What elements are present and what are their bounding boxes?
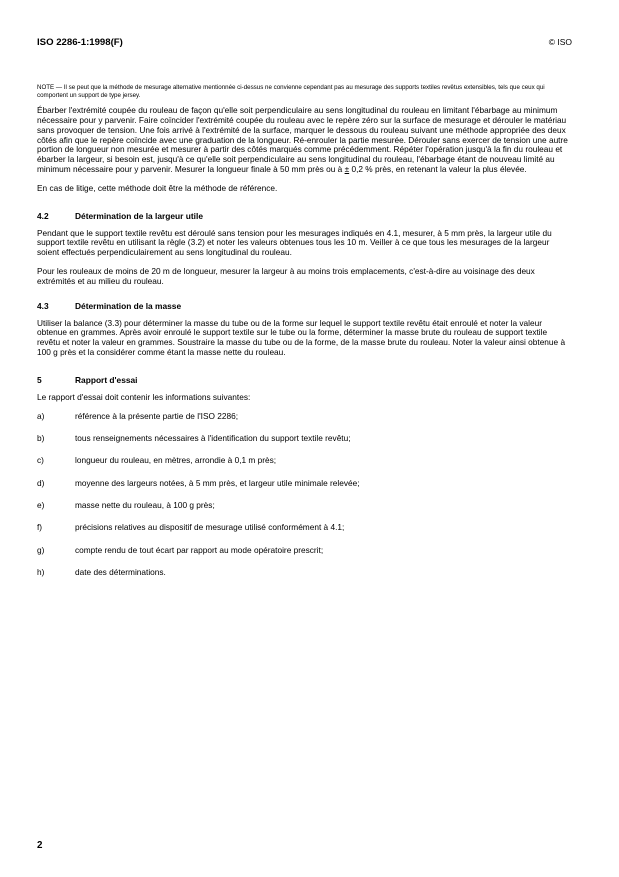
list-item: e) masse nette du rouleau, à 100 g près; <box>37 500 215 511</box>
section-4-2-paragraph-2: Pour les rouleaux de moins de 20 m de longueur, mesurer la largeur à au moins trois emplacements, c'est-à-dire au voisinage des deux extrémités et au milieu du rouleau. <box>37 265 535 286</box>
list-item: c) longueur du rouleau, en mètres, arrondie à 0,1 m près; <box>37 455 277 466</box>
document-page <box>37 0 572 877</box>
list-item: a) référence à la présente partie de l'ISO 2286; <box>37 410 239 421</box>
page-content <box>37 84 572 591</box>
list-item: f) précisions relatives au dispositif de mesurage utilisé conformément à 4.1; <box>37 522 345 533</box>
section-5-heading: 5 Rapport d'essai <box>37 374 138 385</box>
section-4-2-heading: 4.2 Détermination de la largeur utile <box>37 210 203 221</box>
note: NOTE — Il se peut que la méthode de mesurage alternative mentionnée ci-dessus ne convienne cependant pas au mesurage des supports textiles revêtus extensibles, tels que ceux qui comportent un support de type jersey. <box>37 84 545 99</box>
list-item: b) tous renseignements nécessaires à l'identification du support textile revêtu; <box>37 432 351 443</box>
list-item: g) compte rendu de tout écart par rapport au mode opératoire prescrit; <box>37 544 324 555</box>
page-number: 2 <box>37 840 43 851</box>
paragraph-trimming: Ébarber l'extrémité coupée du rouleau de façon qu'elle soit perpendiculaire au sens longitudinal du rouleau en limitant l'ébarbage au minimum nécessaire pour y parvenir. Faire coïncider l'extrémité coupée du rouleau avec le repère zéro sur la surface de mesurage et dérouler le matériau sans provoquer de tension. Une fois arrivé à l'extrémité de la surface, marquer le dessous du rouleau suivant une méthode appropriée des deux côtés afin que le repère coïncide avec une graduation de la longueur. Ré-enrouler la partie mesurée. Dérouler sans exercer de tension une autre portion de longueur non mesurée et mesurer à partir des côtés marqués comme précédemment. Répéter l'opération jusqu'à la fin du rouleau et ébarber la largeur, si besoin est, jusqu'à ce qu'elle soit perpendiculaire au sens longitudinal du rouleau, l'ébarbage étant de nouveau limité au minimum nécessaire pour y parvenir. Mesurer la longueur finale à 50 mm près ou à ± 0,2 % près, en retenant la valeur la plus élevée. <box>37 105 568 174</box>
section-4-3-paragraph: Utiliser la balance (3.3) pour déterminer la masse du tube ou de la forme sur lequel le support textile revêtu était enroulé et noter la valeur obtenue en grammes. Après avoir enroulé le support textile sur le tube ou la forme, déterminer la masse brute du rouleau de support textile revêtu et noter la valeur en grammes. Soustraire la masse du tube ou de la forme, de la masse brute du rouleau. Noter la valeur ainsi obtenue à 100 g près et la considérer comme étant la masse nette du rouleau. <box>37 317 566 357</box>
paragraph-reference-method: En cas de litige, cette méthode doit être la méthode de référence. <box>37 182 278 193</box>
standard-id: ISO 2286-1:1998(F) <box>37 37 123 48</box>
section-4-3-heading: 4.3 Détermination de la masse <box>37 300 182 311</box>
list-item: h) date des déterminations. <box>37 567 166 578</box>
copyright: © ISO <box>548 37 572 47</box>
plus-minus-sign: ± <box>344 163 350 174</box>
section-5-intro: Le rapport d'essai doit contenir les informations suivantes: <box>37 391 251 402</box>
section-4-2-paragraph-1: Pendant que le support textile revêtu est déroulé sans tension pour les mesurages indiqués en 4.1, mesurer, à 5 mm près, la largeur utile du support textile revêtu en utilisant la règle (3.2) et noter les valeurs obtenues tous les 10 m. Veiller à ce que tous les mesurages de la largeur soient effectués perpendiculairement au sens longitudinal du rouleau. <box>37 227 552 258</box>
list-item: d) moyenne des largeurs notées, à 5 mm près, et largeur utile minimale relevée; <box>37 477 360 488</box>
report-items-list <box>37 412 572 579</box>
